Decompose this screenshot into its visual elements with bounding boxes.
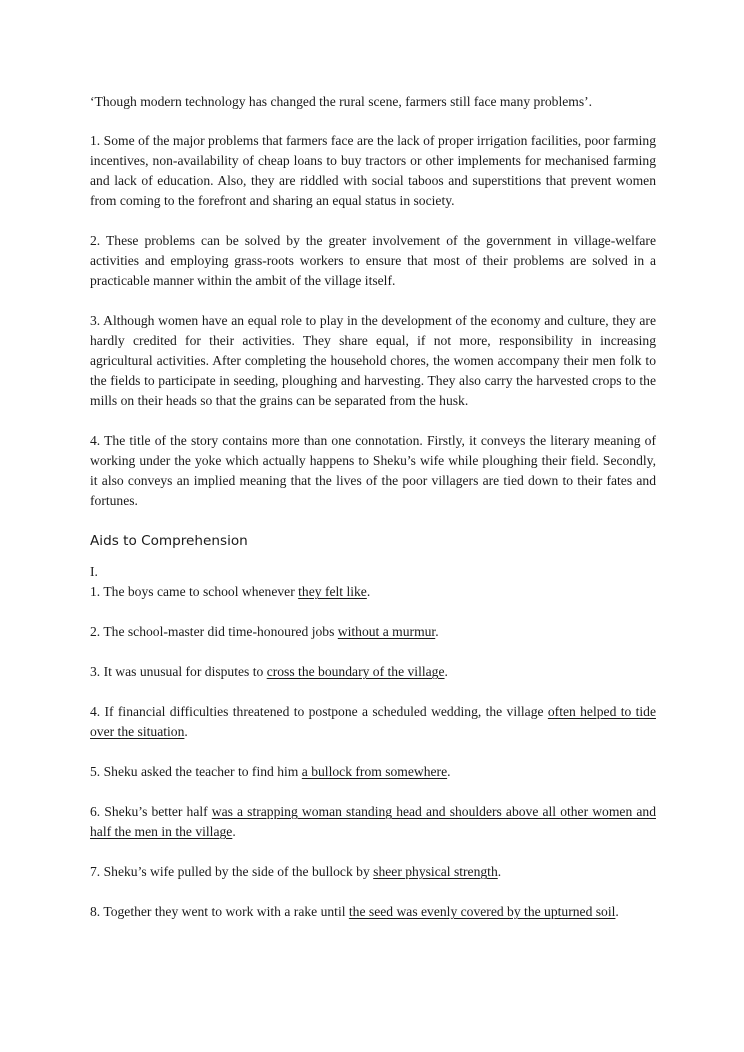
underlined-phrase: was a strapping woman standing head and shoulders above all other women and half the men in the village xyxy=(90,804,656,839)
item-punctuation: . xyxy=(232,824,236,839)
item-punctuation: . xyxy=(447,764,451,779)
comprehension-item xyxy=(90,582,656,602)
comprehension-item xyxy=(90,622,656,642)
underlined-phrase: without a murmur xyxy=(337,624,436,639)
document-page xyxy=(90,92,656,942)
item-text: 7. Sheku’s wife pulled by the side of the bullock by xyxy=(90,864,374,879)
underlined-phrase: sheer physical strength xyxy=(373,864,498,879)
answer-paragraph-2: 2. These problems can be solved by the greater involvement of the government in village-welfare activities and employing grass-roots workers to ensure that most of their problems are solved in a practicable manner within the ambit of the village itself. xyxy=(90,233,656,288)
item-text: 3. It was unusual for disputes to xyxy=(90,664,267,679)
item-punctuation: . xyxy=(444,664,448,679)
item-text: 4. If financial difficulties threatened to postpone a scheduled wedding, the village xyxy=(90,704,548,719)
underlined-phrase: cross the boundary of the village xyxy=(266,664,445,679)
item-punctuation: . xyxy=(435,624,439,639)
item-punctuation: . xyxy=(366,584,371,599)
item-text: 5. Sheku asked the teacher to find him xyxy=(90,764,302,779)
underlined-phrase: often helped to tide over the situation xyxy=(90,704,656,739)
item-punctuation: . xyxy=(184,724,188,739)
comprehension-item xyxy=(90,662,656,682)
item-text: 6. Sheku’s better half xyxy=(90,804,212,819)
item-punctuation: . xyxy=(497,864,502,879)
item-text: 2. The school-master did time-honoured jobs xyxy=(90,624,338,639)
intro-quote: ‘Though modern technology has changed the rural scene, farmers still face many problems’. xyxy=(90,94,593,109)
answer-paragraph-4: 4. The title of the story contains more than one connotation. Firstly, it conveys the literary meaning of working under the yoke which actually happens to Sheku’s wife while ploughing their field. Secondly, it also conveys an implied meaning that the lives of the poor villagers are tied down to their fates and fortunes. xyxy=(90,433,656,508)
item-text: 1. The boys came to school whenever xyxy=(90,584,299,599)
comprehension-item xyxy=(90,762,656,782)
item-text: 8. Together they went to work with a rake until xyxy=(90,904,349,919)
answer-paragraph-1: 1. Some of the major problems that farmers face are the lack of proper irrigation facilities, poor farming incentives, non-availability of cheap loans to buy tractors or other implements for mechanised farming and lack of education. Also, they are riddled with social taboos and superstitions that prevent women from coming to the forefront and sharing an equal status in society. xyxy=(90,133,656,208)
item-punctuation: . xyxy=(615,904,619,919)
underlined-phrase: they felt like xyxy=(298,584,367,599)
underlined-phrase: the seed was evenly covered by the upturned soil xyxy=(348,904,616,919)
section-heading: Aids to Comprehension xyxy=(90,533,248,549)
comprehension-item xyxy=(90,702,656,742)
underlined-phrase: a bullock from somewhere xyxy=(301,764,448,779)
comprehension-item xyxy=(90,862,656,882)
comprehension-item xyxy=(90,802,656,842)
section-numeral: I. xyxy=(90,564,98,579)
answer-paragraph-3: 3. Although women have an equal role to play in the development of the economy and culture, they are hardly credited for their activities. They share equal, if not more, responsibility in increasing agricultural activities. After completing the household chores, the women accompany their men folk to the fields to participate in seeding, ploughing and harvesting. They also carry the harvested crops to the mills on their heads so that the grains can be separated from the husk. xyxy=(90,313,656,408)
comprehension-item xyxy=(90,902,656,922)
